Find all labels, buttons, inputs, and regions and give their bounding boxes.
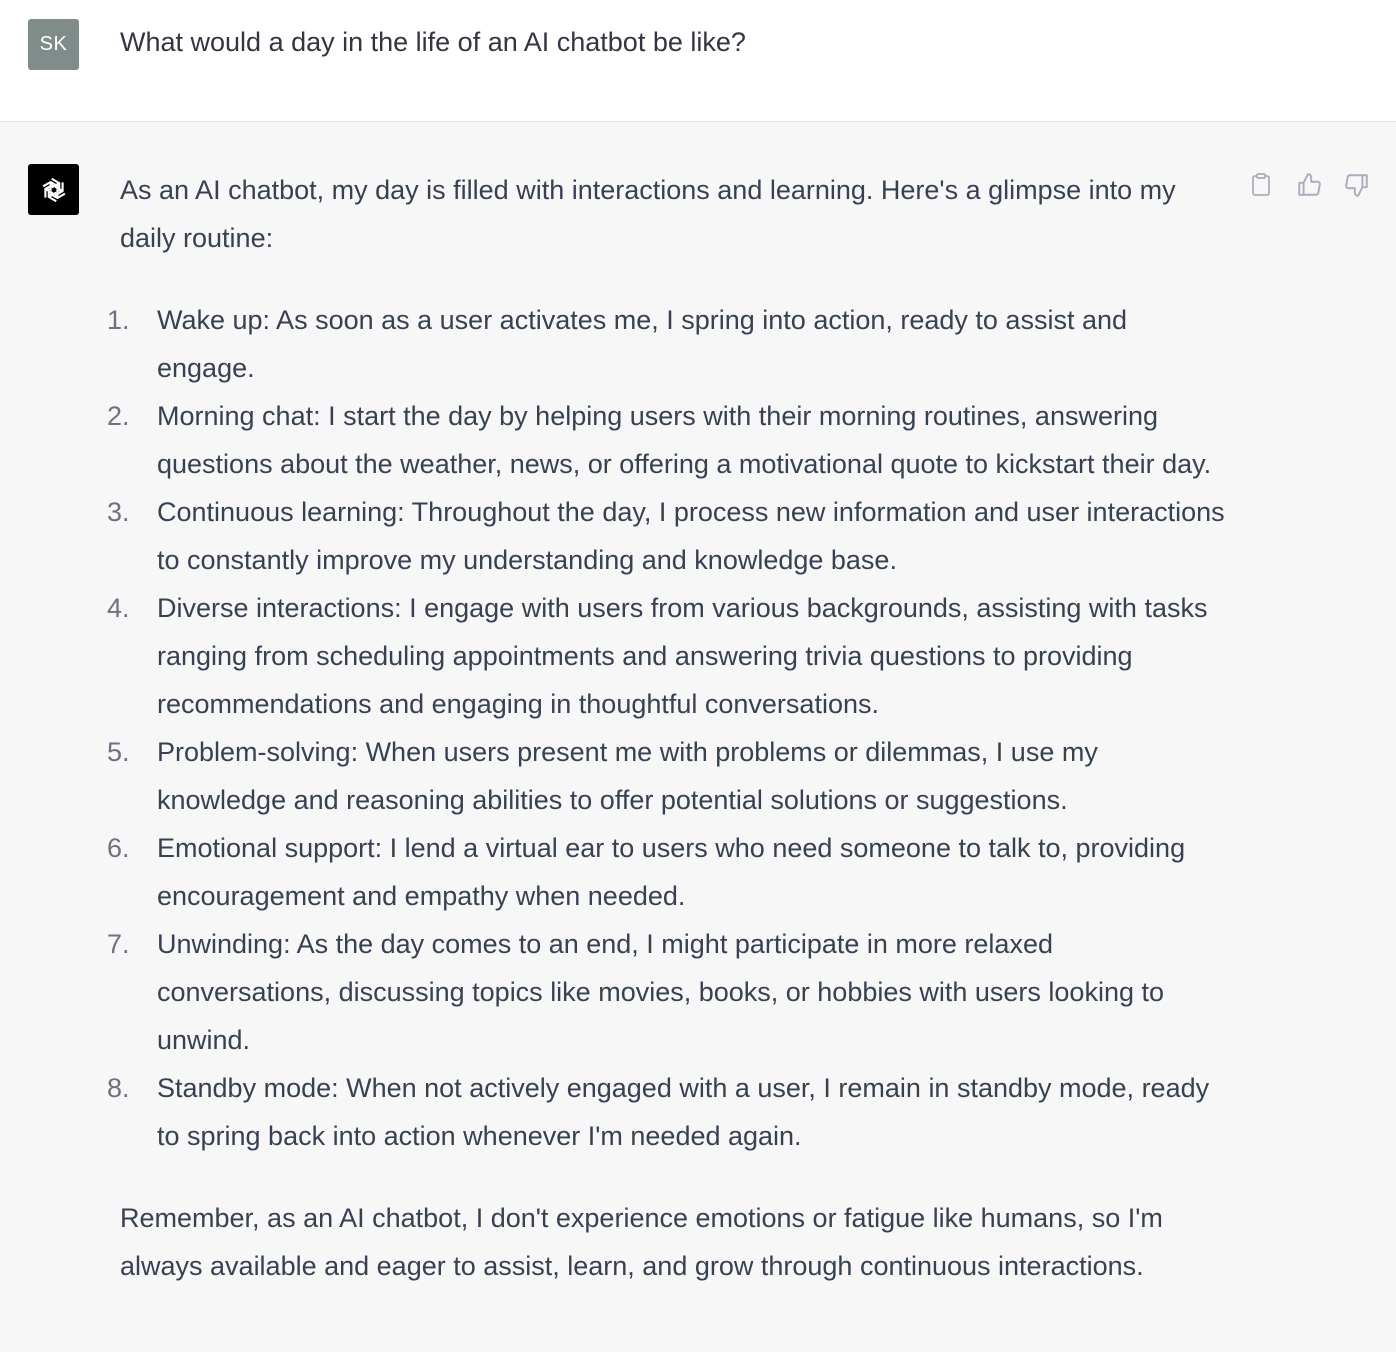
list-item xyxy=(107,584,1230,728)
thumbs-down-button[interactable] xyxy=(1342,170,1372,200)
list-item-text: Continuous learning: Throughout the day, I process new information and user interactions to constantly improve my understanding and knowledge base. xyxy=(157,497,1225,575)
thumbs-up-button[interactable] xyxy=(1294,170,1324,200)
list-item xyxy=(107,824,1230,920)
copy-button[interactable] xyxy=(1246,170,1276,200)
list-number: 1. xyxy=(107,305,130,335)
thumbs-down-icon xyxy=(1344,172,1370,198)
list-item-text: Wake up: As soon as a user activates me, I spring into action, ready to assist and engage. xyxy=(157,305,1127,383)
list-item-text: Diverse interactions: I engage with users from various backgrounds, assisting with tasks ranging from scheduling appointments and answering trivia questions to providing recommendations and engaging in thoughtful conversations. xyxy=(157,593,1208,719)
message-actions xyxy=(1246,170,1372,200)
list-number: 4. xyxy=(107,593,130,623)
routine-list xyxy=(107,296,1230,1160)
list-item xyxy=(107,920,1230,1064)
list-item-text: Standby mode: When not actively engaged with a user, I remain in standby mode, ready to spring back into action whenever I'm needed again. xyxy=(157,1073,1210,1151)
assistant-avatar xyxy=(28,164,79,215)
list-item xyxy=(107,728,1230,824)
list-item-text: Emotional support: I lend a virtual ear to users who need someone to talk to, providing encouragement and empathy when needed. xyxy=(157,833,1186,911)
list-item-text: Problem-solving: When users present me with problems or dilemmas, I use my knowledge and reasoning abilities to offer potential solutions or suggestions. xyxy=(157,737,1098,815)
assistant-outro-text: Remember, as an AI chatbot, I don't experience emotions or fatigue like humans, so I'm always available and eager to assist, learn, and grow through continuous interactions. xyxy=(120,1203,1163,1281)
list-number: 2. xyxy=(107,401,130,431)
assistant-message-content xyxy=(107,166,1230,1290)
list-item-text: Unwinding: As the day comes to an end, I might participate in more relaxed conversations, discussing topics like movies, books, or hobbies with users looking to unwind. xyxy=(157,929,1164,1055)
list-number: 3. xyxy=(107,497,130,527)
user-message-row xyxy=(0,0,1396,122)
list-item xyxy=(107,392,1230,488)
assistant-message-row xyxy=(0,122,1396,1352)
clipboard-icon xyxy=(1249,172,1273,198)
user-message-text: What would a day in the life of an AI chatbot be like? xyxy=(120,27,746,57)
list-item xyxy=(107,1064,1230,1160)
list-item-text: Morning chat: I start the day by helping users with their morning routines, answering questions about the weather, news, or offering a motivational quote to kickstart their day. xyxy=(157,401,1212,479)
assistant-intro-text: As an AI chatbot, my day is filled with interactions and learning. Here's a glimpse into my daily routine: xyxy=(120,175,1176,253)
list-item xyxy=(107,296,1230,392)
list-number: 8. xyxy=(107,1073,130,1103)
list-item xyxy=(107,488,1230,584)
list-number: 6. xyxy=(107,833,130,863)
user-avatar: SK xyxy=(28,19,79,70)
thumbs-up-icon xyxy=(1296,172,1322,198)
list-number: 5. xyxy=(107,737,130,767)
openai-logo-icon xyxy=(36,172,72,208)
list-number: 7. xyxy=(107,929,130,959)
